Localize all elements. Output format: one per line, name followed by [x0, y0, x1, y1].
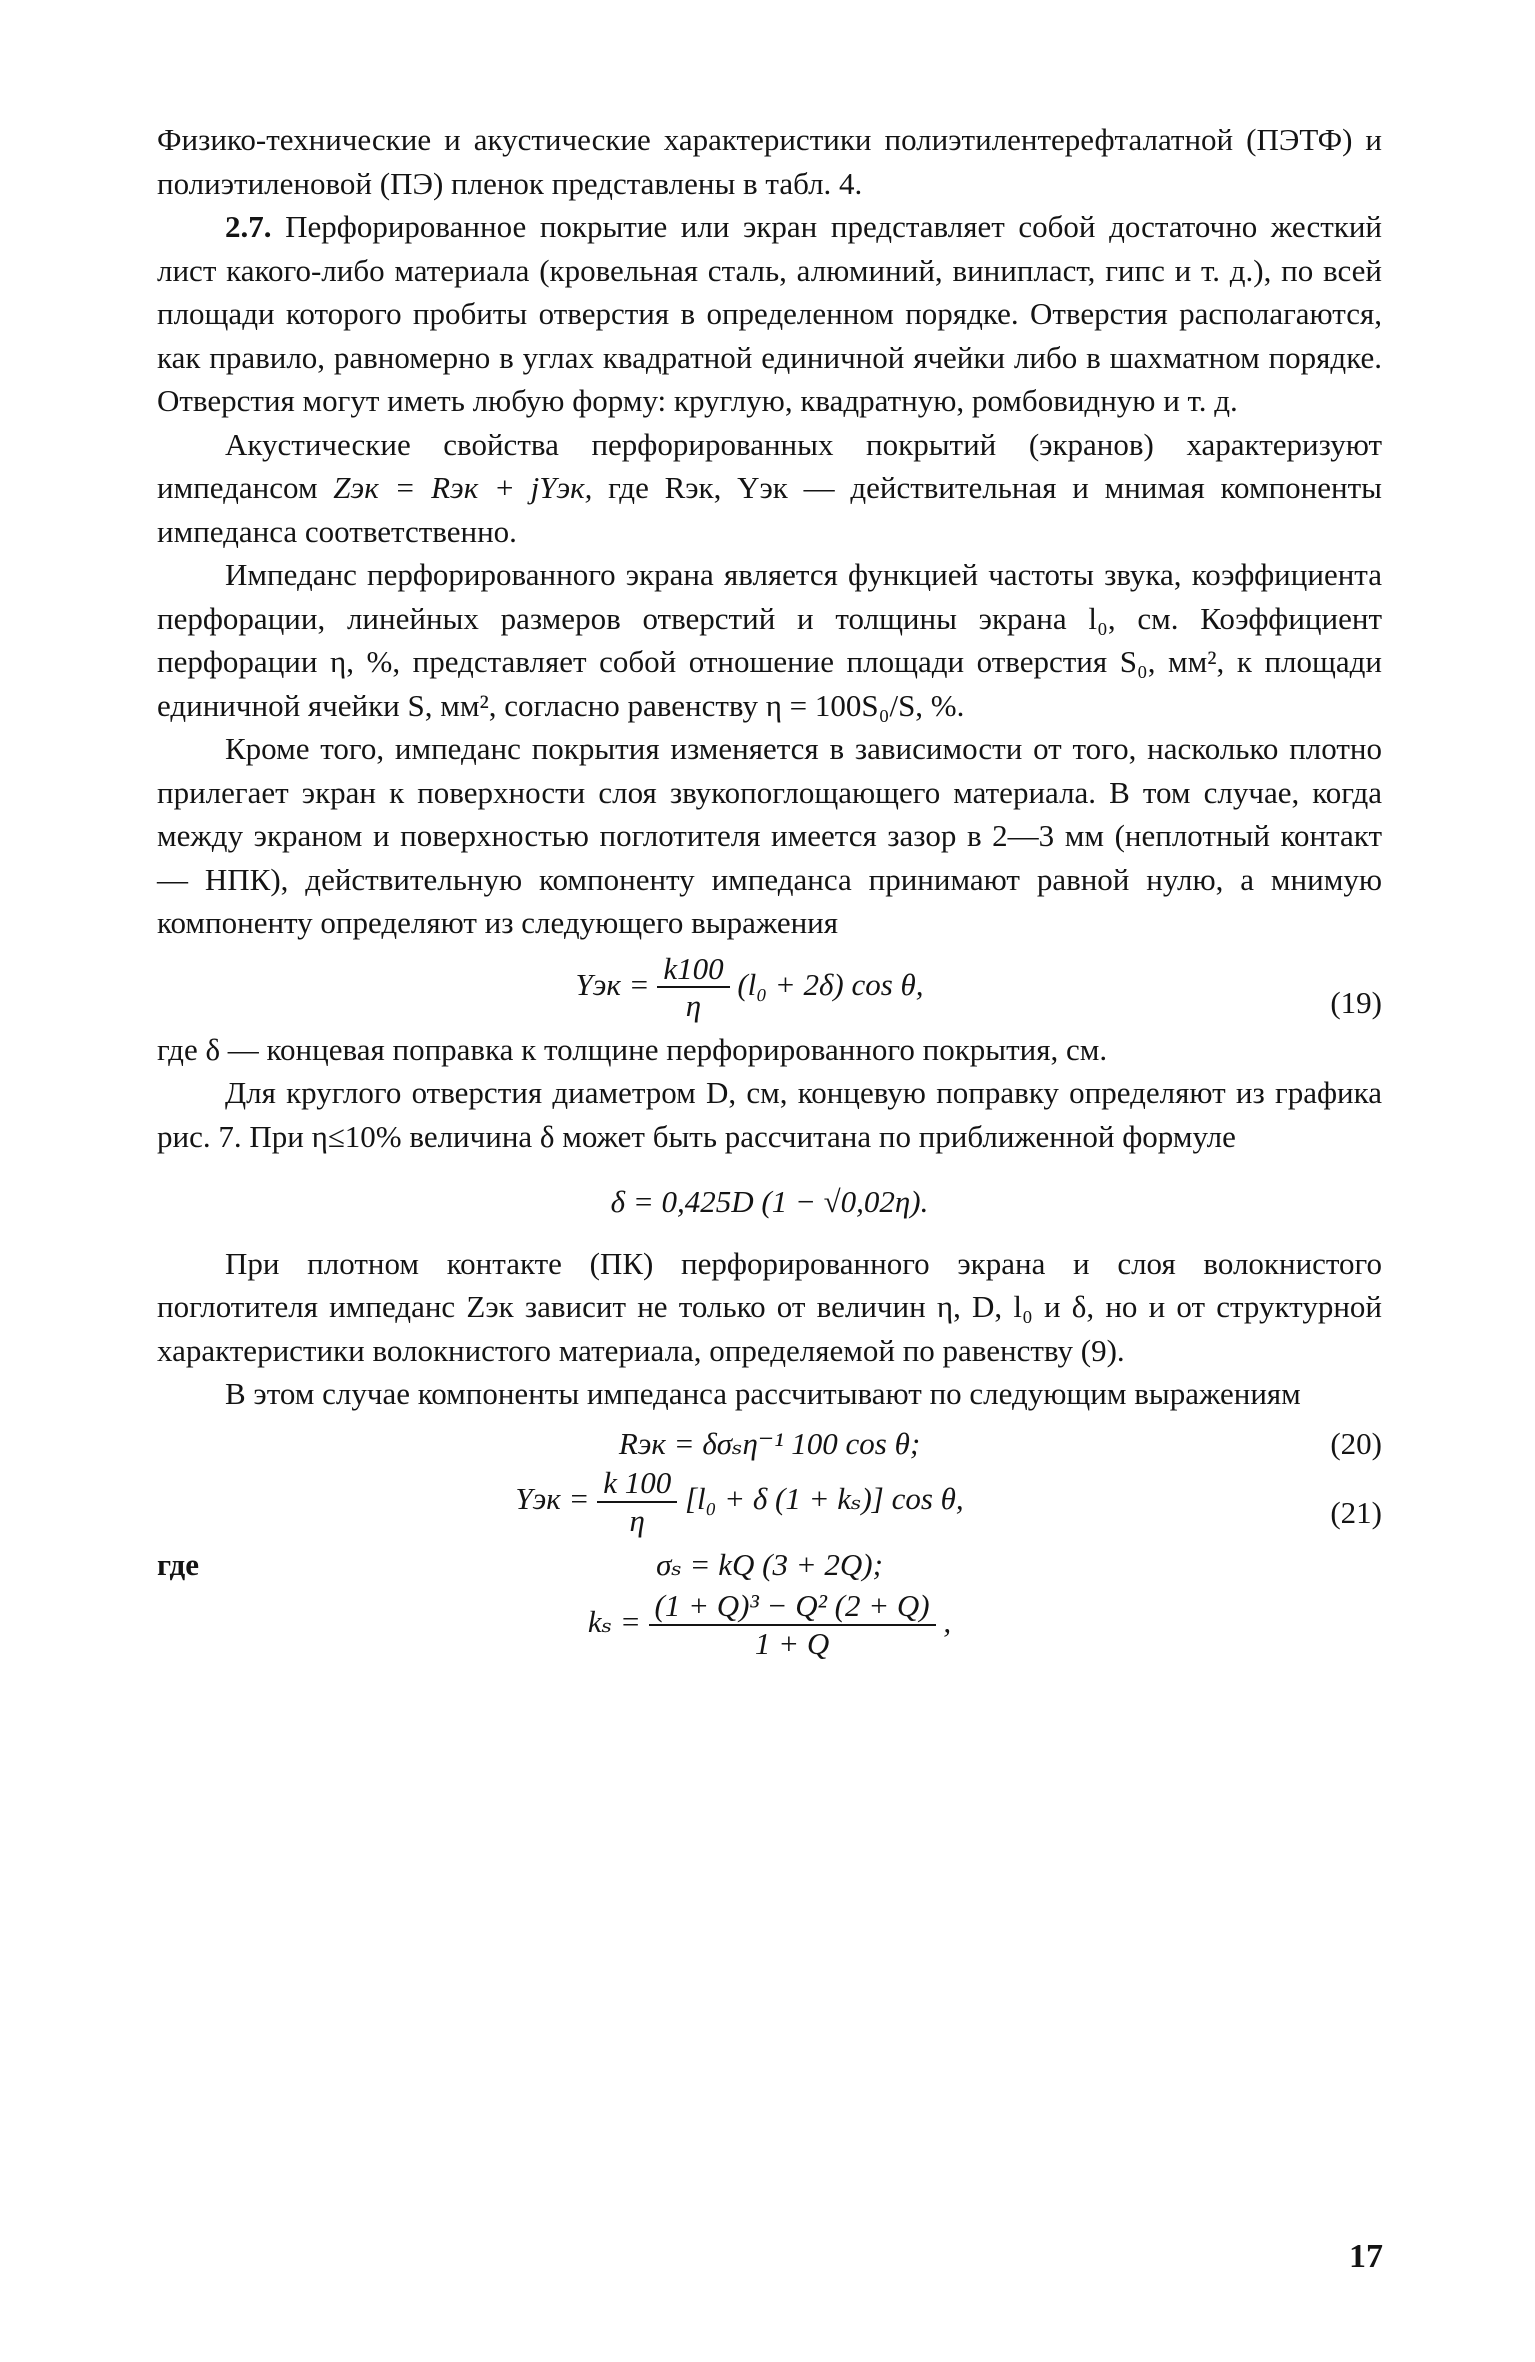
ks-end: , — [943, 1603, 952, 1639]
eq19-tag: (19) — [1330, 984, 1382, 1020]
eq19-denominator: η — [685, 988, 702, 1024]
paragraph-2-7-text: Перфорированное покрытие или экран представляет собой достаточно жесткий лист какого-либо материала (кровельная сталь, алюминий, винипласт, гипс и т. д.), по всей площади которого пробиты отверстия в определенном порядке. Отверстия располагаются, как правило, равномерно в углах квадратной единичной ячейки либо в шахматном порядке. Отверстия могут иметь любую форму: круглую, квадратную, ромбовидную и т. д. — [157, 209, 1382, 418]
paragraph-4: Импеданс перфорированного экрана является функцией частоты звука, коэффициента перфорации, линейных размеров отверстий и толщины экрана l₀, см. Коэффициент перфорации η, %, представляет собой отношение площади отверстия S₀, мм², к площади единичной ячейки S, мм², согласно равенству η = 100S₀/S, %. — [157, 557, 1382, 723]
equation-21 — [157, 1465, 1382, 1538]
delta-formula: δ = 0,425D (1 − √0,02η). — [610, 1184, 929, 1220]
ks-denominator: 1 + Q — [754, 1625, 830, 1661]
paragraph-2-7 — [157, 205, 1382, 423]
equation-19 — [157, 951, 1382, 1024]
paragraph-8: При плотном контакте (ПК) перфорированного экрана и слоя волокнистого поглотителя импеданс Zэк зависит не только от величин η, D, l₀ и δ, но и от структурной характеристики волокнистого материала, определяемой по равенству (9). — [157, 1245, 1382, 1368]
eq19-fraction — [657, 951, 729, 1024]
ks-row — [157, 1588, 1382, 1661]
eq20-tag: (20) — [1330, 1425, 1382, 1461]
paragraph-3b: где Rэк, Yэк — действительная и мнимая компоненты импеданса соответственно. — [157, 470, 1382, 549]
eq20-formula: Rэк = δσₛη⁻¹ 100 cos θ; — [618, 1425, 921, 1461]
eq21-tag: (21) — [1330, 1495, 1382, 1531]
paragraph-6: где δ — концевая поправка к толщине перфорированного покрытия, см. — [157, 1031, 1108, 1067]
paragraph-5: Кроме того, импеданс покрытия изменяется в зависимости от того, насколько плотно прилегает экран к поверхности слоя звукопоглощающего материала. В том случае, когда между экраном и поверхностью поглотителя имеется зазор в 2—3 мм (неплотный контакт — НПК), действительную компоненту импеданса принимают равной нулю, а мнимую компоненту определяют из следующего выражения — [157, 731, 1382, 940]
paragraph-3a: Акустические свойства перфорированных покрытий (экранов) характеризуют импедансом — [157, 426, 1382, 505]
eq21-lhs: Yэк = — [515, 1481, 590, 1517]
paragraph-7: Для круглого отверстия диаметром D, см, концевую поправку определяют из графика рис. 7. При η≤10% величина δ может быть рассчитана по приближенной формуле — [157, 1075, 1382, 1154]
page-body — [157, 118, 1382, 1661]
paragraph-impedance-intro — [157, 423, 1382, 554]
impedance-formula: Zэк = Rэк + jYэк, — [333, 470, 593, 505]
eq19-rhs: (l₀ + 2δ) cos θ, — [737, 966, 924, 1002]
equation-20 — [157, 1422, 1382, 1466]
eq21-rhs: [l₀ + δ (1 + kₛ)] cos θ, — [684, 1481, 964, 1517]
ks-numerator: (1 + Q)³ − Q² (2 + Q) — [649, 1588, 936, 1626]
ks-lhs: kₛ = — [587, 1603, 641, 1639]
paragraph-9: В этом случае компоненты импеданса рассчитывают по следующим выражениям — [225, 1376, 1301, 1412]
ks-fraction — [649, 1588, 936, 1661]
eq19-numerator: k100 — [657, 951, 729, 989]
page-number: 17 — [1349, 2238, 1383, 2275]
eq21-numerator: k 100 — [597, 1465, 677, 1503]
eq21-denominator: η — [629, 1502, 645, 1538]
section-number: 2.7. — [225, 209, 272, 244]
paragraph-1: Физико-технические и акустические характеристики полиэтилентерефталатной (ПЭТФ) и полиэтиленовой (ПЭ) пленок представлены в табл. 4. — [157, 122, 1382, 201]
sigma-row — [157, 1543, 1382, 1587]
eq19-lhs: Yэк = — [575, 966, 650, 1002]
sigma-formula: σₛ = kQ (3 + 2Q); — [656, 1546, 883, 1582]
delta-formula-row — [157, 1180, 1382, 1224]
where-label: где — [157, 1546, 199, 1582]
eq21-fraction — [597, 1465, 677, 1538]
